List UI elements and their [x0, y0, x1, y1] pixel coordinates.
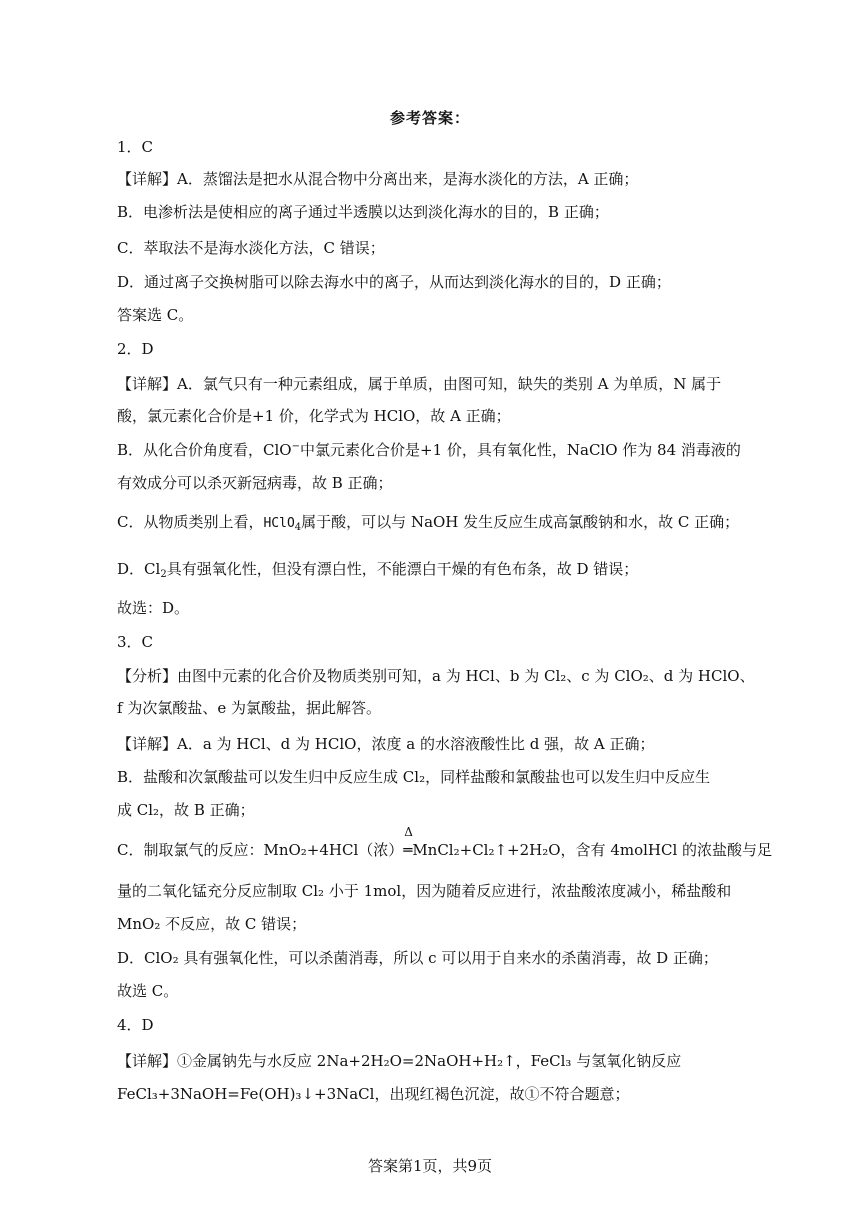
q3-c-prefix: C．制取氯气的反应：MnO₂+4HCl（浓） — [117, 841, 404, 859]
q2-option-d — [117, 558, 757, 579]
q3-option-c-line2: 量的二氧化锰充分反应制取 Cl₂ 小于 1mol，因为随着反应进行，浓盐酸浓度减小，稀盐酸和 — [117, 882, 732, 900]
q2-c-prefix: C．从物质类别上看， — [117, 513, 264, 531]
q3-option-c-line1 — [117, 825, 773, 860]
q4-number: 4．D — [117, 1016, 154, 1034]
q3-option-b-line1: B．盐酸和次氯酸盐可以发生归中反应生成 Cl₂，同样盐酸和氯酸盐也可以发生归中反应生 — [117, 768, 711, 786]
q3-option-d: D．ClO₂ 具有强氧化性，可以杀菌消毒，所以 c 可以用于自来水的杀菌消毒，故 D 正确； — [117, 949, 718, 967]
formula-subscript: 4 — [294, 522, 302, 533]
q1-option-b: B．电渗析法是使相应的离子通过半透膜以达到淡化海水的目的，B 正确； — [117, 203, 609, 221]
formula-subscript: 2 — [160, 569, 167, 580]
q2-option-b-line2: 有效成分可以杀灭新冠病毒，故 B 正确； — [117, 474, 393, 492]
page-footer: 答案第1页，共9页 — [367, 1157, 493, 1175]
reaction-equals: ═ — [403, 841, 413, 859]
page-title: 参考答案： — [389, 109, 470, 127]
q3-analysis-line2: f 为次氯酸盐、e 为氯酸盐，据此解答。 — [117, 699, 381, 717]
q1-number: 1．C — [117, 138, 154, 156]
q2-d-suffix: 具有强氧化性，但没有漂白性，不能漂白干燥的有色布条，故 D 错误； — [166, 560, 639, 578]
q1-option-d: D．通过离子交换树脂可以除去海水中的离子，从而达到淡化海水的目的，D 正确； — [117, 273, 671, 291]
hypochlorite-ion: ClO — [263, 441, 292, 459]
q3-option-c-line3: MnO₂ 不反应，故 C 错误； — [117, 915, 307, 933]
chlorine-formula: Cl — [144, 560, 161, 578]
q2-option-c — [117, 511, 757, 532]
q1-option-a: 【详解】A．蒸馏法是把水从混合物中分离出来，是海水淡化的方法，A 正确； — [117, 170, 639, 188]
q2-b-prefix: B．从化合价角度看， — [117, 441, 264, 459]
delta-symbol: Δ — [404, 825, 413, 839]
q2-b-suffix: 中氯元素化合价是+1 价，具有氧化性，NaClO 作为 84 消毒液的 — [300, 441, 741, 459]
perchloric-acid-formula: HClO — [263, 516, 295, 531]
q2-option-a-line2: 酸，氯元素化合价是+1 价，化学式为 HClO，故 A 正确； — [117, 407, 511, 425]
q3-answer: 故选 C。 — [117, 982, 179, 1000]
q2-option-a-line1: 【详解】A．氯气只有一种元素组成，属于单质，由图可知，缺失的类别 A 为单质，N 属于 — [117, 375, 722, 393]
q3-option-b-line2: 成 Cl₂，故 B 正确； — [117, 801, 255, 819]
q1-answer: 答案选 C。 — [117, 306, 194, 324]
q1-option-c: C．萃取法不是海水淡化方法，C 错误； — [117, 239, 385, 257]
ion-charge: − — [291, 441, 300, 452]
q3-number: 3．C — [117, 633, 154, 651]
q3-c-suffix: MnCl₂+Cl₂↑+2H₂O，含有 4molHCl 的浓盐酸与足 — [412, 841, 773, 859]
q2-c-suffix: 属于酸，可以与 NaOH 发生反应生成高氯酸钠和水，故 C 正确； — [301, 513, 740, 531]
heating-condition — [403, 825, 413, 859]
q2-option-b-line1 — [117, 439, 757, 460]
q3-option-a: 【详解】A．a 为 HCl、d 为 HClO，浓度 a 的水溶液酸性比 d 强，故 A 正确； — [117, 735, 655, 753]
q4-line2: FeCl₃+3NaOH=Fe(OH)₃↓+3NaCl，出现红褐色沉淀，故①不符合题意； — [117, 1085, 630, 1103]
q2-answer: 故选：D。 — [117, 599, 190, 617]
q2-number: 2．D — [117, 340, 154, 358]
q3-analysis-line1: 【分析】由图中元素的化合价及物质类别可知，a 为 HCl、b 为 Cl₂、c 为 ClO₂、d 为 HClO、 — [117, 667, 755, 685]
q4-line1: 【详解】①金属钠先与水反应 2Na+2H₂O=2NaOH+H₂↑，FeCl₃ 与氢氧化钠反应 — [117, 1052, 682, 1070]
q2-d-prefix: D． — [117, 560, 145, 578]
